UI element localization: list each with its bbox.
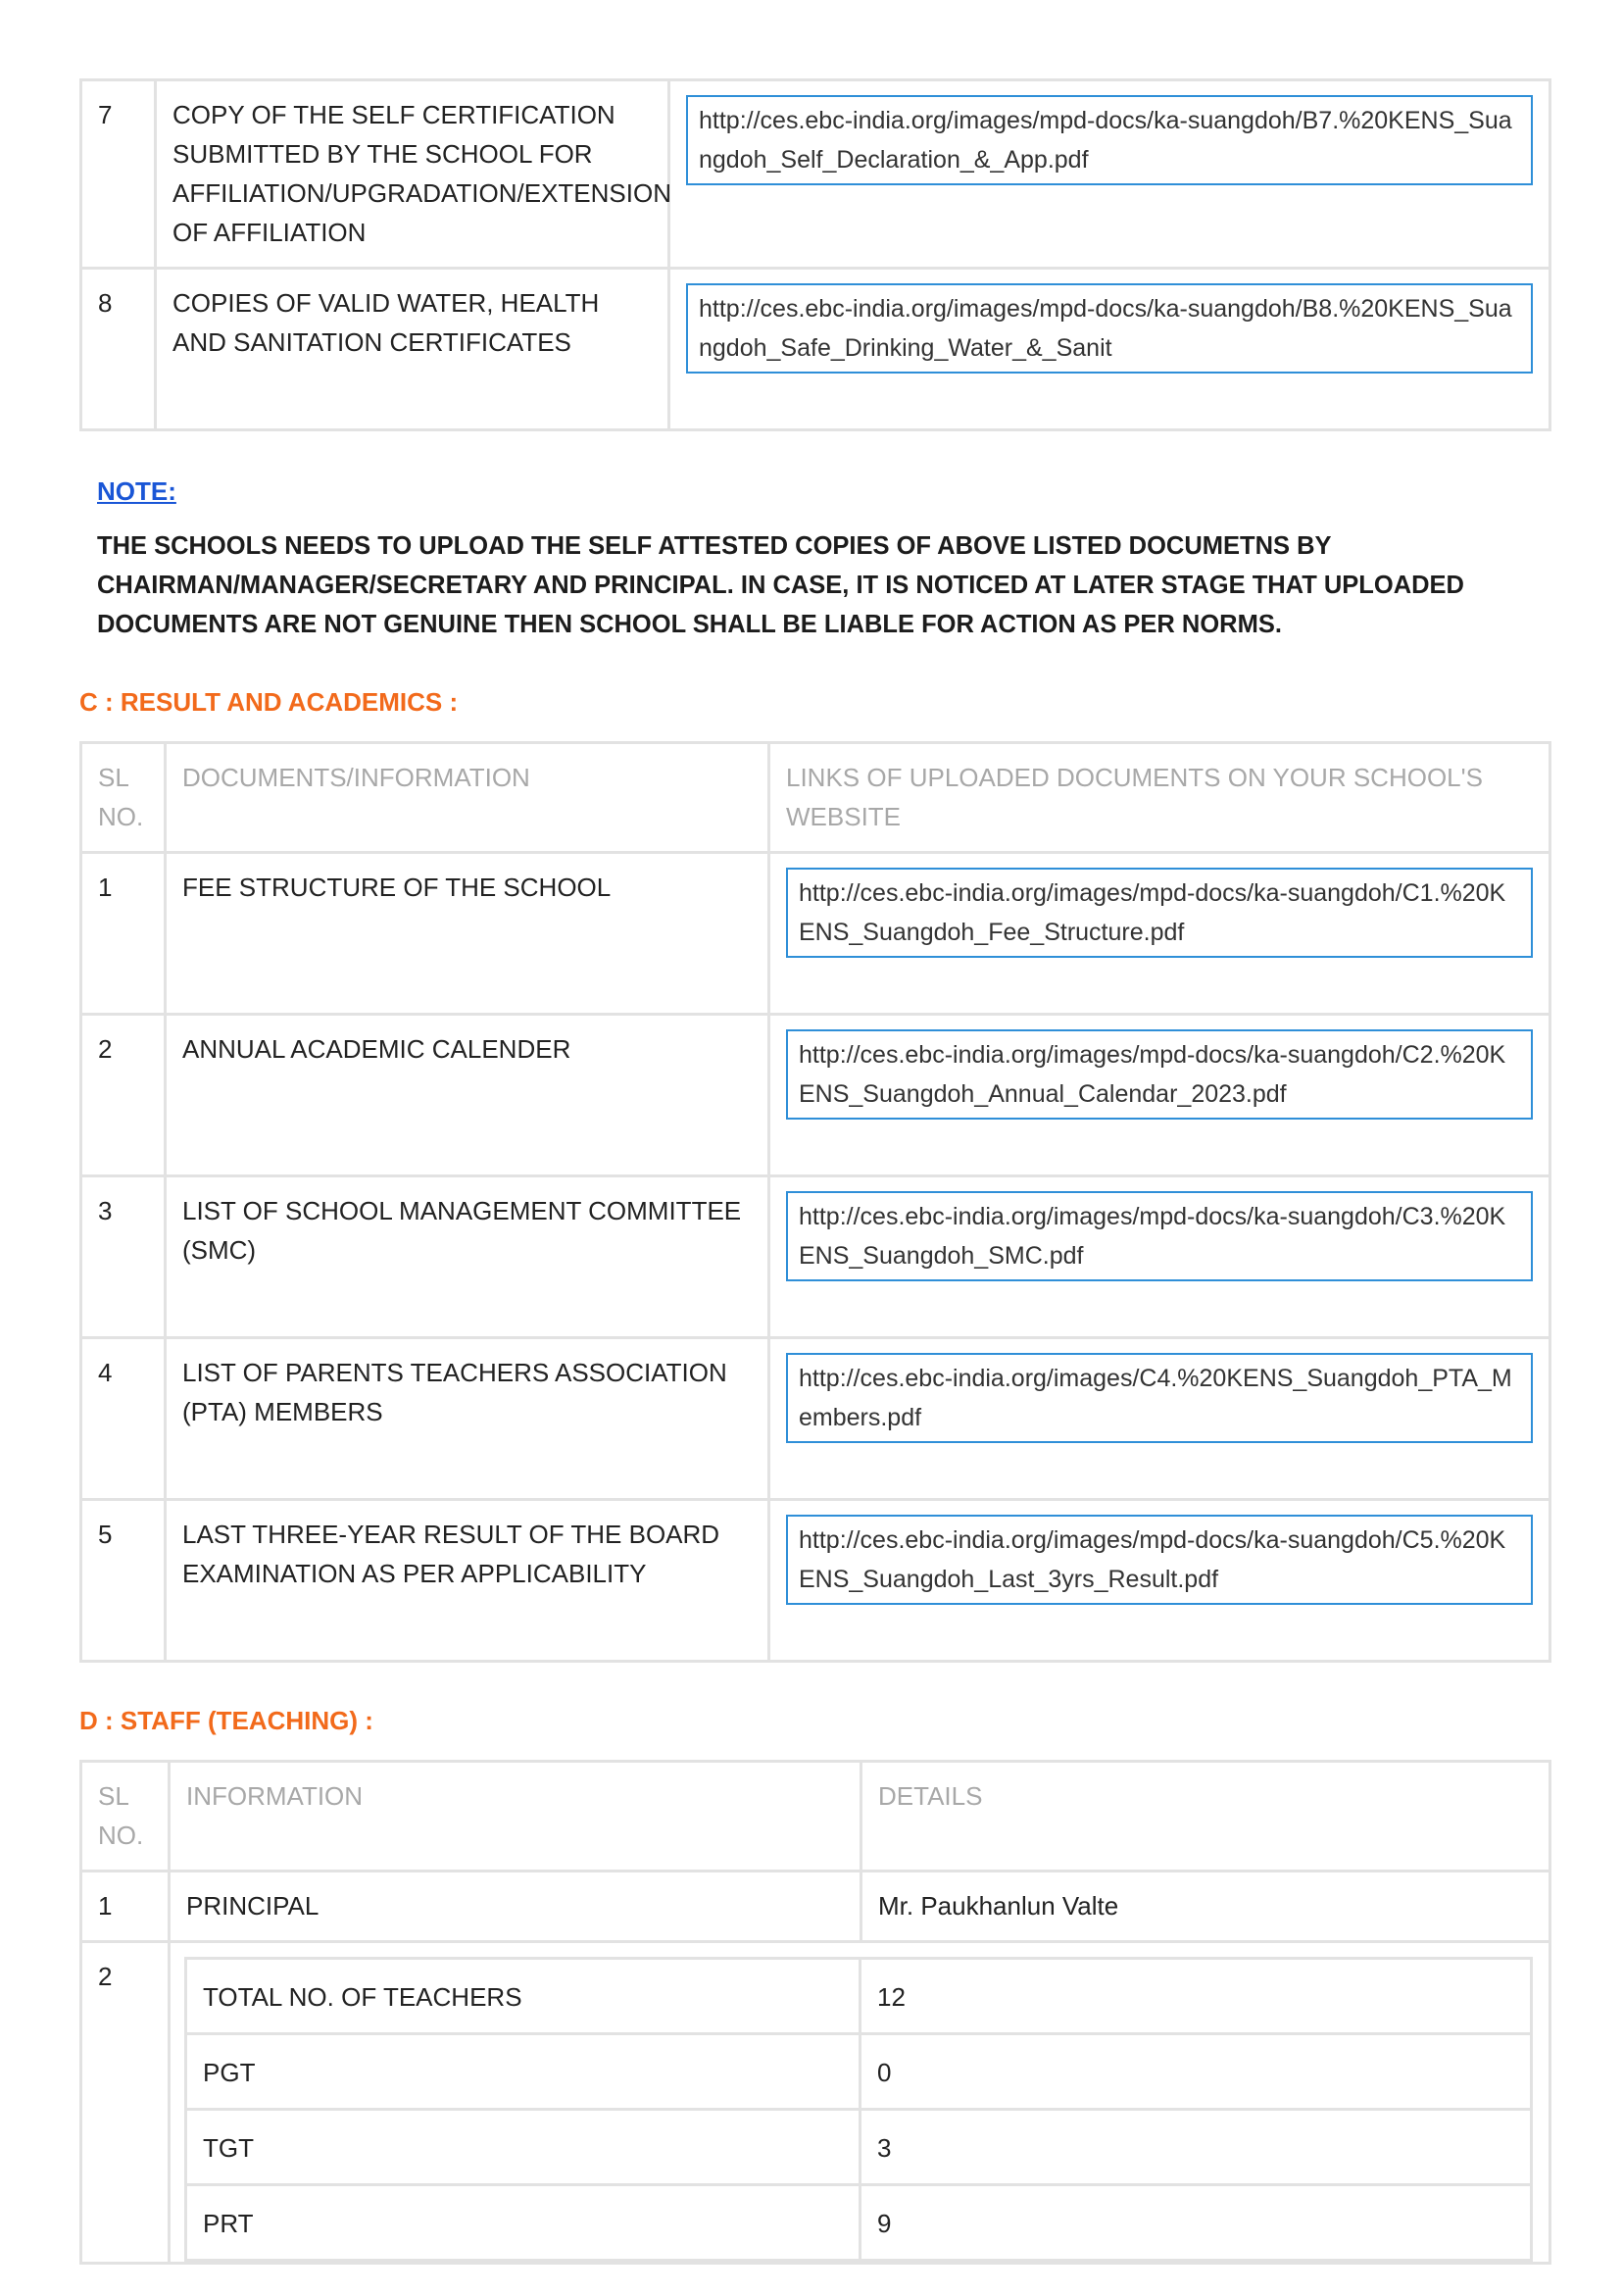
document-name: ANNUAL ACADEMIC CALENDER bbox=[166, 1015, 769, 1176]
table-header-row bbox=[81, 743, 1550, 853]
table-row bbox=[81, 269, 1550, 430]
link-cell bbox=[669, 80, 1550, 269]
header-links: LINKS OF UPLOADED DOCUMENTS ON YOUR SCHOOL'S WEBSITE bbox=[769, 743, 1550, 853]
row-number: 8 bbox=[81, 269, 156, 430]
row-number: 5 bbox=[81, 1500, 166, 1662]
document-link[interactable]: http://ces.ebc-india.org/images/mpd-docs/ka-suangdoh/C5.%20KENS_Suangdoh_Last_3yrs_Result.pdf bbox=[786, 1515, 1533, 1605]
table-row bbox=[186, 2110, 1532, 2185]
staff-teaching-table bbox=[79, 1760, 1551, 2265]
document-link[interactable]: http://ces.ebc-india.org/images/mpd-docs/ka-suangdoh/B7.%20KENS_Suangdoh_Self_Declaration_&_App.pdf bbox=[686, 95, 1533, 185]
row-number: 4 bbox=[81, 1338, 166, 1500]
section-c-title: C : RESULT AND ACADEMICS : bbox=[79, 687, 459, 717]
info-value: 9 bbox=[861, 2185, 1532, 2261]
table-row bbox=[81, 853, 1550, 1015]
info-label: PGT bbox=[186, 2034, 861, 2110]
info-label: TOTAL NO. OF TEACHERS bbox=[186, 1959, 861, 2034]
row-number: 1 bbox=[81, 853, 166, 1015]
link-cell bbox=[769, 1338, 1550, 1500]
teachers-cell bbox=[170, 1942, 1550, 2264]
row-number: 2 bbox=[81, 1015, 166, 1176]
document-name: LAST THREE-YEAR RESULT OF THE BOARD EXAMINATION AS PER APPLICABILITY bbox=[166, 1500, 769, 1662]
info-value: Mr. Paukhanlun Valte bbox=[861, 1872, 1550, 1942]
info-label: PRINCIPAL bbox=[170, 1872, 861, 1942]
header-documents: DOCUMENTS/INFORMATION bbox=[166, 743, 769, 853]
header-sl-no: SL NO. bbox=[81, 1762, 170, 1872]
info-label: PRT bbox=[186, 2185, 861, 2261]
document-link[interactable]: http://ces.ebc-india.org/images/mpd-docs/ka-suangdoh/C1.%20KENS_Suangdoh_Fee_Structure.pdf bbox=[786, 868, 1533, 958]
link-cell bbox=[769, 1176, 1550, 1338]
link-cell bbox=[769, 1015, 1550, 1176]
affiliation-documents-table bbox=[79, 78, 1551, 431]
table-row bbox=[81, 1872, 1550, 1942]
table-row bbox=[186, 1959, 1532, 2034]
table-row bbox=[81, 80, 1550, 269]
info-value: 12 bbox=[861, 1959, 1532, 2034]
info-value: 0 bbox=[861, 2034, 1532, 2110]
table-row bbox=[81, 1942, 1550, 2264]
link-cell bbox=[769, 1500, 1550, 1662]
document-name: COPIES OF VALID WATER, HEALTH AND SANITATION CERTIFICATES bbox=[156, 269, 669, 430]
document-page bbox=[79, 78, 1551, 2265]
result-academics-table bbox=[79, 741, 1551, 1663]
document-link[interactable]: http://ces.ebc-india.org/images/C4.%20KENS_Suangdoh_PTA_Members.pdf bbox=[786, 1353, 1533, 1443]
document-name: COPY OF THE SELF CERTIFICATION SUBMITTED BY THE SCHOOL FOR AFFILIATION/UPGRADATION/EXTENSION OF AFFILIATION bbox=[156, 80, 669, 269]
teachers-subtable bbox=[184, 1957, 1533, 2262]
document-name: LIST OF SCHOOL MANAGEMENT COMMITTEE (SMC) bbox=[166, 1176, 769, 1338]
document-link[interactable]: http://ces.ebc-india.org/images/mpd-docs/ka-suangdoh/C3.%20KENS_Suangdoh_SMC.pdf bbox=[786, 1191, 1533, 1281]
header-information: INFORMATION bbox=[170, 1762, 861, 1872]
document-name: FEE STRUCTURE OF THE SCHOOL bbox=[166, 853, 769, 1015]
document-link[interactable]: http://ces.ebc-india.org/images/mpd-docs/ka-suangdoh/C2.%20KENS_Suangdoh_Annual_Calendar_2023.pdf bbox=[786, 1029, 1533, 1120]
table-row bbox=[81, 1015, 1550, 1176]
info-label: TGT bbox=[186, 2110, 861, 2185]
note-text: THE SCHOOLS NEEDS TO UPLOAD THE SELF ATTESTED COPIES OF ABOVE LISTED DOCUMETNS BY CHAIRMAN/MANAGER/SECRETARY AND PRINCIPAL. IN CASE, IT IS NOTICED AT LATER STAGE THAT UPLOADED DOCUMENTS ARE NOT GENUINE THEN SCHOOL SHALL BE LIABLE FOR ACTION AS PER NORMS. bbox=[97, 532, 1464, 638]
row-number: 3 bbox=[81, 1176, 166, 1338]
table-row bbox=[81, 1176, 1550, 1338]
link-cell bbox=[769, 853, 1550, 1015]
table-row bbox=[81, 1500, 1550, 1662]
table-row bbox=[81, 1338, 1550, 1500]
document-name: LIST OF PARENTS TEACHERS ASSOCIATION (PTA) MEMBERS bbox=[166, 1338, 769, 1500]
header-details: DETAILS bbox=[861, 1762, 1550, 1872]
table-row bbox=[186, 2185, 1532, 2261]
section-d-title: D : STAFF (TEACHING) : bbox=[79, 1706, 373, 1735]
row-number: 2 bbox=[81, 1942, 170, 2264]
link-cell bbox=[669, 269, 1550, 430]
note-label[interactable]: NOTE: bbox=[97, 476, 176, 506]
table-header-row bbox=[81, 1762, 1550, 1872]
info-value: 3 bbox=[861, 2110, 1532, 2185]
row-number: 7 bbox=[81, 80, 156, 269]
document-link[interactable]: http://ces.ebc-india.org/images/mpd-docs/ka-suangdoh/B8.%20KENS_Suangdoh_Safe_Drinking_Water_&_Sanit bbox=[686, 283, 1533, 374]
row-number: 1 bbox=[81, 1872, 170, 1942]
header-sl-no: SL NO. bbox=[81, 743, 166, 853]
table-row bbox=[186, 2034, 1532, 2110]
